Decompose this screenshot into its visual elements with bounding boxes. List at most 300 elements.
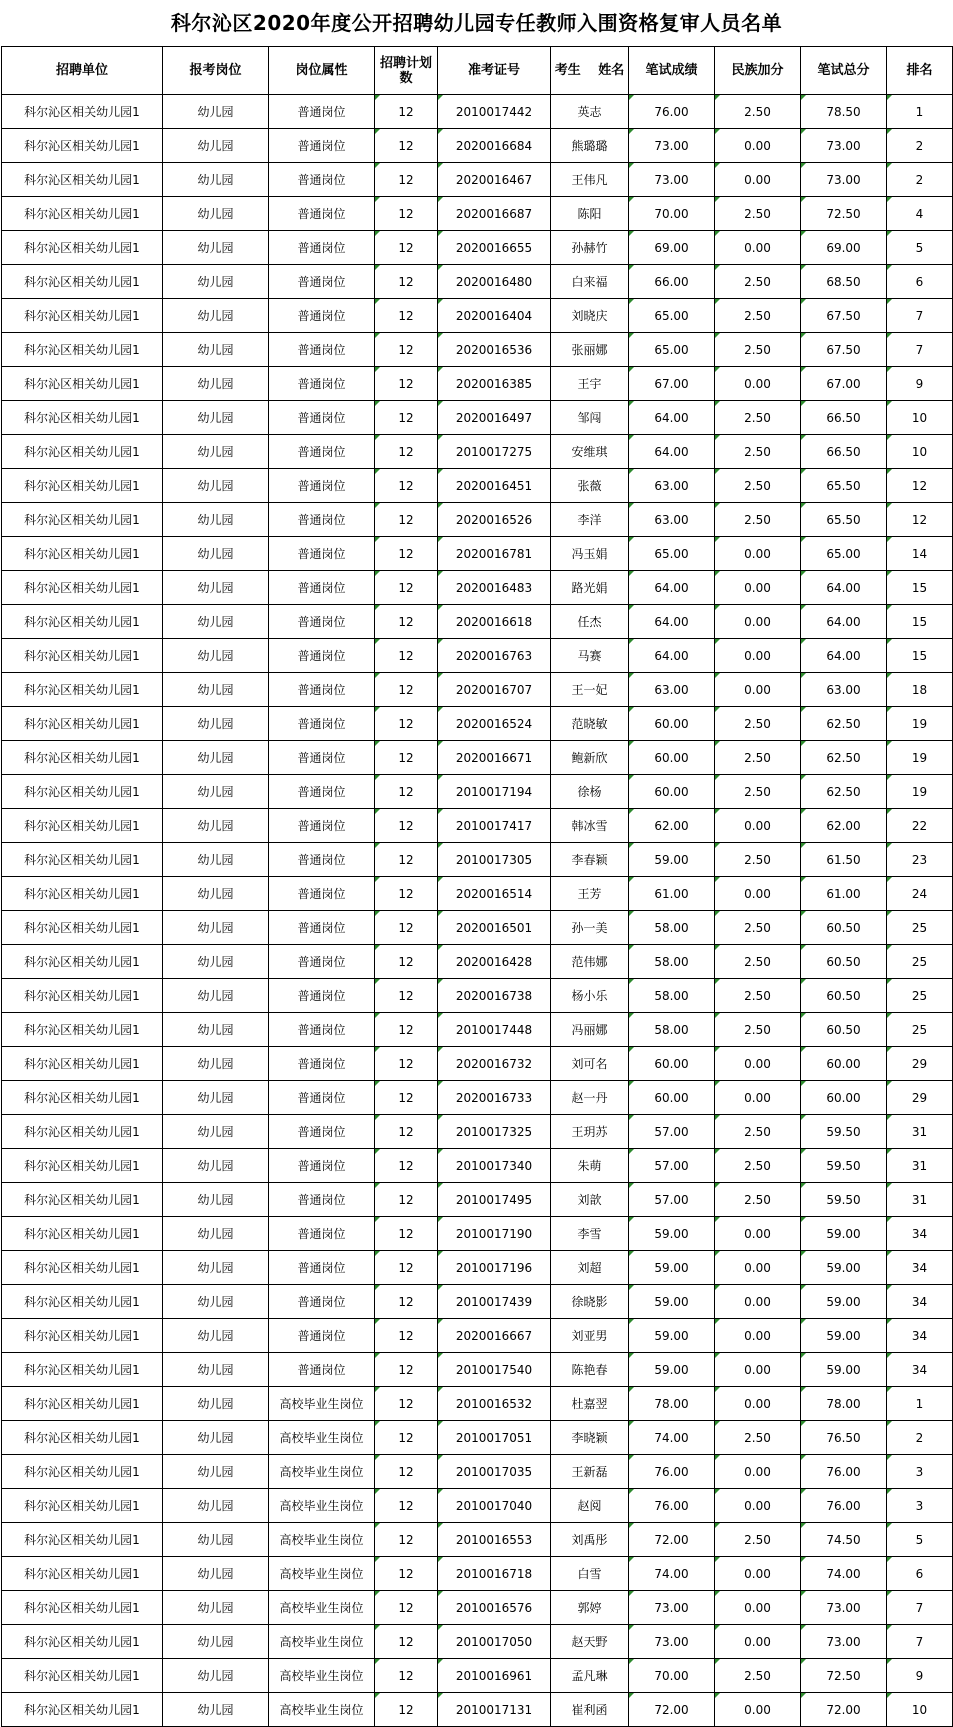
cell-exam-number: 2010016961 <box>438 1659 551 1693</box>
cell-ethnic-bonus: 2.50 <box>715 1523 801 1557</box>
cell-ethnic-bonus: 2.50 <box>715 265 801 299</box>
cell-name: 英志 <box>551 95 629 129</box>
cell-rank: 3 <box>887 1489 953 1523</box>
cell-rank: 23 <box>887 843 953 877</box>
cell-position: 幼儿园 <box>163 1013 269 1047</box>
cell-rank: 1 <box>887 95 953 129</box>
table-row <box>2 673 953 707</box>
cell-written-score: 57.00 <box>629 1115 715 1149</box>
cell-position: 幼儿园 <box>163 1183 269 1217</box>
cell-ethnic-bonus: 2.50 <box>715 945 801 979</box>
cell-plan-count: 12 <box>375 401 438 435</box>
cell-position: 幼儿园 <box>163 775 269 809</box>
cell-unit: 科尔沁区相关幼儿园1 <box>2 911 163 945</box>
cell-exam-number: 2020016524 <box>438 707 551 741</box>
cell-unit: 科尔沁区相关幼儿园1 <box>2 503 163 537</box>
cell-exam-number: 2010017442 <box>438 95 551 129</box>
table-row <box>2 775 953 809</box>
cell-unit: 科尔沁区相关幼儿园1 <box>2 1285 163 1319</box>
cell-name: 冯丽娜 <box>551 1013 629 1047</box>
cell-total-score: 59.50 <box>801 1115 887 1149</box>
cell-attribute: 普通岗位 <box>269 95 375 129</box>
cell-exam-number: 2020016501 <box>438 911 551 945</box>
cell-position: 幼儿园 <box>163 129 269 163</box>
cell-total-score: 61.00 <box>801 877 887 911</box>
cell-unit: 科尔沁区相关幼儿园1 <box>2 1557 163 1591</box>
cell-plan-count: 12 <box>375 775 438 809</box>
cell-exam-number: 2010016553 <box>438 1523 551 1557</box>
cell-rank: 2 <box>887 163 953 197</box>
cell-position: 幼儿园 <box>163 1251 269 1285</box>
cell-position: 幼儿园 <box>163 843 269 877</box>
cell-attribute: 普通岗位 <box>269 401 375 435</box>
cell-rank: 7 <box>887 1591 953 1625</box>
cell-exam-number: 2020016536 <box>438 333 551 367</box>
cell-ethnic-bonus: 0.00 <box>715 1387 801 1421</box>
cell-exam-number: 2010017050 <box>438 1625 551 1659</box>
cell-rank: 6 <box>887 1557 953 1591</box>
cell-written-score: 61.00 <box>629 877 715 911</box>
cell-ethnic-bonus: 2.50 <box>715 979 801 1013</box>
cell-plan-count: 12 <box>375 1421 438 1455</box>
table-row <box>2 435 953 469</box>
cell-unit: 科尔沁区相关幼儿园1 <box>2 707 163 741</box>
table-row <box>2 1659 953 1693</box>
cell-attribute: 普通岗位 <box>269 367 375 401</box>
cell-position: 幼儿园 <box>163 1387 269 1421</box>
cell-position: 幼儿园 <box>163 1149 269 1183</box>
cell-exam-number: 2010017540 <box>438 1353 551 1387</box>
table-row <box>2 1557 953 1591</box>
cell-exam-number: 2010017131 <box>438 1693 551 1727</box>
header-total-score: 笔试总分 <box>801 47 887 95</box>
cell-ethnic-bonus: 0.00 <box>715 1455 801 1489</box>
cell-unit: 科尔沁区相关幼儿园1 <box>2 1421 163 1455</box>
cell-position: 幼儿园 <box>163 1217 269 1251</box>
cell-total-score: 64.00 <box>801 571 887 605</box>
cell-total-score: 64.00 <box>801 639 887 673</box>
cell-name: 李晓颖 <box>551 1421 629 1455</box>
cell-written-score: 58.00 <box>629 911 715 945</box>
cell-ethnic-bonus: 0.00 <box>715 1557 801 1591</box>
cell-unit: 科尔沁区相关幼儿园1 <box>2 775 163 809</box>
cell-ethnic-bonus: 2.50 <box>715 741 801 775</box>
cell-unit: 科尔沁区相关幼儿园1 <box>2 1183 163 1217</box>
cell-unit: 科尔沁区相关幼儿园1 <box>2 1353 163 1387</box>
cell-rank: 34 <box>887 1217 953 1251</box>
cell-rank: 31 <box>887 1115 953 1149</box>
cell-exam-number: 2010016718 <box>438 1557 551 1591</box>
cell-total-score: 67.50 <box>801 299 887 333</box>
cell-rank: 14 <box>887 537 953 571</box>
cell-rank: 7 <box>887 333 953 367</box>
cell-attribute: 高校毕业生岗位 <box>269 1387 375 1421</box>
cell-rank: 29 <box>887 1047 953 1081</box>
cell-attribute: 普通岗位 <box>269 299 375 333</box>
cell-plan-count: 12 <box>375 1013 438 1047</box>
cell-rank: 2 <box>887 1421 953 1455</box>
cell-position: 幼儿园 <box>163 979 269 1013</box>
cell-unit: 科尔沁区相关幼儿园1 <box>2 1625 163 1659</box>
cell-ethnic-bonus: 2.50 <box>715 707 801 741</box>
cell-attribute: 普通岗位 <box>269 503 375 537</box>
cell-position: 幼儿园 <box>163 1081 269 1115</box>
cell-written-score: 59.00 <box>629 1353 715 1387</box>
cell-attribute: 普通岗位 <box>269 1013 375 1047</box>
cell-attribute: 普通岗位 <box>269 1353 375 1387</box>
cell-position: 幼儿园 <box>163 265 269 299</box>
cell-total-score: 67.50 <box>801 333 887 367</box>
table-row <box>2 1115 953 1149</box>
cell-name: 郭婷 <box>551 1591 629 1625</box>
cell-name: 张薇 <box>551 469 629 503</box>
cell-position: 幼儿园 <box>163 741 269 775</box>
cell-unit: 科尔沁区相关幼儿园1 <box>2 809 163 843</box>
cell-position: 幼儿园 <box>163 911 269 945</box>
cell-unit: 科尔沁区相关幼儿园1 <box>2 299 163 333</box>
table-row <box>2 605 953 639</box>
cell-total-score: 74.00 <box>801 1557 887 1591</box>
cell-ethnic-bonus: 0.00 <box>715 1353 801 1387</box>
cell-rank: 34 <box>887 1285 953 1319</box>
header-written-score: 笔试成绩 <box>629 47 715 95</box>
cell-position: 幼儿园 <box>163 469 269 503</box>
cell-plan-count: 12 <box>375 1455 438 1489</box>
cell-plan-count: 12 <box>375 367 438 401</box>
cell-name: 徐晓影 <box>551 1285 629 1319</box>
cell-rank: 34 <box>887 1353 953 1387</box>
cell-rank: 12 <box>887 503 953 537</box>
cell-rank: 34 <box>887 1251 953 1285</box>
cell-ethnic-bonus: 0.00 <box>715 231 801 265</box>
cell-ethnic-bonus: 2.50 <box>715 1149 801 1183</box>
cell-plan-count: 12 <box>375 435 438 469</box>
cell-ethnic-bonus: 2.50 <box>715 469 801 503</box>
cell-written-score: 59.00 <box>629 1251 715 1285</box>
table-row <box>2 129 953 163</box>
cell-rank: 10 <box>887 401 953 435</box>
table-row <box>2 571 953 605</box>
cell-written-score: 78.00 <box>629 1387 715 1421</box>
cell-position: 幼儿园 <box>163 1659 269 1693</box>
cell-total-score: 66.50 <box>801 401 887 435</box>
cell-written-score: 59.00 <box>629 1285 715 1319</box>
cell-attribute: 高校毕业生岗位 <box>269 1421 375 1455</box>
cell-rank: 18 <box>887 673 953 707</box>
cell-name: 张丽娜 <box>551 333 629 367</box>
cell-exam-number: 2010017448 <box>438 1013 551 1047</box>
table-row <box>2 639 953 673</box>
cell-position: 幼儿园 <box>163 1557 269 1591</box>
cell-name: 王一妃 <box>551 673 629 707</box>
cell-total-score: 60.00 <box>801 1081 887 1115</box>
cell-plan-count: 12 <box>375 741 438 775</box>
cell-position: 幼儿园 <box>163 333 269 367</box>
cell-attribute: 普通岗位 <box>269 809 375 843</box>
table-row <box>2 809 953 843</box>
cell-exam-number: 2010017417 <box>438 809 551 843</box>
cell-name: 杨小乐 <box>551 979 629 1013</box>
cell-position: 幼儿园 <box>163 1047 269 1081</box>
cell-exam-number: 2010017035 <box>438 1455 551 1489</box>
cell-unit: 科尔沁区相关幼儿园1 <box>2 639 163 673</box>
cell-attribute: 普通岗位 <box>269 911 375 945</box>
cell-unit: 科尔沁区相关幼儿园1 <box>2 1489 163 1523</box>
cell-ethnic-bonus: 0.00 <box>715 537 801 571</box>
cell-total-score: 72.00 <box>801 1693 887 1727</box>
cell-written-score: 63.00 <box>629 503 715 537</box>
cell-exam-number: 2020016618 <box>438 605 551 639</box>
cell-name: 崔利函 <box>551 1693 629 1727</box>
cell-name: 李洋 <box>551 503 629 537</box>
cell-position: 幼儿园 <box>163 877 269 911</box>
cell-unit: 科尔沁区相关幼儿园1 <box>2 537 163 571</box>
cell-position: 幼儿园 <box>163 673 269 707</box>
cell-ethnic-bonus: 0.00 <box>715 1625 801 1659</box>
cell-unit: 科尔沁区相关幼儿园1 <box>2 231 163 265</box>
cell-exam-number: 2010017051 <box>438 1421 551 1455</box>
cell-ethnic-bonus: 2.50 <box>715 401 801 435</box>
cell-attribute: 普通岗位 <box>269 639 375 673</box>
cell-position: 幼儿园 <box>163 1285 269 1319</box>
cell-rank: 24 <box>887 877 953 911</box>
cell-written-score: 69.00 <box>629 231 715 265</box>
cell-ethnic-bonus: 0.00 <box>715 809 801 843</box>
cell-rank: 25 <box>887 1013 953 1047</box>
cell-ethnic-bonus: 0.00 <box>715 1047 801 1081</box>
table-row <box>2 469 953 503</box>
cell-name: 邹闯 <box>551 401 629 435</box>
cell-position: 幼儿园 <box>163 1625 269 1659</box>
cell-name: 刘禹彤 <box>551 1523 629 1557</box>
cell-attribute: 普通岗位 <box>269 945 375 979</box>
cell-plan-count: 12 <box>375 1251 438 1285</box>
cell-rank: 31 <box>887 1183 953 1217</box>
cell-attribute: 普通岗位 <box>269 605 375 639</box>
cell-written-score: 64.00 <box>629 639 715 673</box>
cell-ethnic-bonus: 2.50 <box>715 1659 801 1693</box>
cell-exam-number: 2010017194 <box>438 775 551 809</box>
cell-total-score: 59.00 <box>801 1353 887 1387</box>
table-row <box>2 537 953 571</box>
table-row <box>2 1353 953 1387</box>
cell-position: 幼儿园 <box>163 401 269 435</box>
cell-exam-number: 2020016467 <box>438 163 551 197</box>
table-row <box>2 401 953 435</box>
cell-written-score: 58.00 <box>629 979 715 1013</box>
cell-unit: 科尔沁区相关幼儿园1 <box>2 1523 163 1557</box>
cell-exam-number: 2010017190 <box>438 1217 551 1251</box>
table-row <box>2 367 953 401</box>
cell-attribute: 普通岗位 <box>269 1319 375 1353</box>
cell-position: 幼儿园 <box>163 95 269 129</box>
cell-attribute: 普通岗位 <box>269 265 375 299</box>
cell-name: 王新磊 <box>551 1455 629 1489</box>
cell-total-score: 73.00 <box>801 1591 887 1625</box>
cell-unit: 科尔沁区相关幼儿园1 <box>2 1047 163 1081</box>
table-row <box>2 1285 953 1319</box>
page-title: 科尔沁区2020年度公开招聘幼儿园专任教师入围资格复审人员名单 <box>170 11 783 35</box>
table-row <box>2 945 953 979</box>
cell-rank: 6 <box>887 265 953 299</box>
table-row <box>2 1319 953 1353</box>
cell-exam-number: 2020016451 <box>438 469 551 503</box>
cell-name: 孟凡琳 <box>551 1659 629 1693</box>
cell-attribute: 普通岗位 <box>269 843 375 877</box>
cell-name: 白雪 <box>551 1557 629 1591</box>
cell-name: 朱萌 <box>551 1149 629 1183</box>
cell-name: 马赛 <box>551 639 629 673</box>
cell-plan-count: 12 <box>375 1489 438 1523</box>
cell-attribute: 普通岗位 <box>269 163 375 197</box>
cell-written-score: 73.00 <box>629 1625 715 1659</box>
table-row <box>2 503 953 537</box>
cell-exam-number: 2010016576 <box>438 1591 551 1625</box>
cell-ethnic-bonus: 2.50 <box>715 503 801 537</box>
cell-ethnic-bonus: 0.00 <box>715 605 801 639</box>
cell-exam-number: 2010016532 <box>438 1387 551 1421</box>
cell-exam-number: 2010017040 <box>438 1489 551 1523</box>
cell-rank: 2 <box>887 129 953 163</box>
cell-total-score: 73.00 <box>801 163 887 197</box>
cell-rank: 9 <box>887 367 953 401</box>
cell-written-score: 58.00 <box>629 945 715 979</box>
cell-ethnic-bonus: 2.50 <box>715 435 801 469</box>
cell-ethnic-bonus: 0.00 <box>715 673 801 707</box>
cell-ethnic-bonus: 0.00 <box>715 367 801 401</box>
cell-total-score: 62.50 <box>801 707 887 741</box>
cell-rank: 1 <box>887 1387 953 1421</box>
table-row <box>2 1523 953 1557</box>
table-row <box>2 333 953 367</box>
cell-attribute: 高校毕业生岗位 <box>269 1523 375 1557</box>
cell-exam-number: 2020016732 <box>438 1047 551 1081</box>
cell-unit: 科尔沁区相关幼儿园1 <box>2 1693 163 1727</box>
cell-written-score: 62.00 <box>629 809 715 843</box>
cell-written-score: 63.00 <box>629 469 715 503</box>
cell-ethnic-bonus: 0.00 <box>715 877 801 911</box>
cell-written-score: 59.00 <box>629 1319 715 1353</box>
table-row <box>2 1149 953 1183</box>
cell-ethnic-bonus: 2.50 <box>715 1183 801 1217</box>
cell-attribute: 普通岗位 <box>269 571 375 605</box>
header-exam-number: 准考证号 <box>438 47 551 95</box>
cell-rank: 31 <box>887 1149 953 1183</box>
cell-ethnic-bonus: 0.00 <box>715 1251 801 1285</box>
cell-rank: 9 <box>887 1659 953 1693</box>
cell-unit: 科尔沁区相关幼儿园1 <box>2 843 163 877</box>
cell-rank: 7 <box>887 299 953 333</box>
cell-total-score: 68.50 <box>801 265 887 299</box>
cell-plan-count: 12 <box>375 605 438 639</box>
cell-attribute: 普通岗位 <box>269 537 375 571</box>
cell-position: 幼儿园 <box>163 1693 269 1727</box>
cell-attribute: 普通岗位 <box>269 197 375 231</box>
cell-plan-count: 12 <box>375 1285 438 1319</box>
cell-unit: 科尔沁区相关幼儿园1 <box>2 129 163 163</box>
cell-written-score: 60.00 <box>629 707 715 741</box>
cell-attribute: 普通岗位 <box>269 1149 375 1183</box>
cell-name: 赵阅 <box>551 1489 629 1523</box>
cell-exam-number: 2020016526 <box>438 503 551 537</box>
cell-position: 幼儿园 <box>163 367 269 401</box>
cell-plan-count: 12 <box>375 1557 438 1591</box>
cell-ethnic-bonus: 2.50 <box>715 333 801 367</box>
cell-total-score: 62.00 <box>801 809 887 843</box>
cell-name: 路光娟 <box>551 571 629 605</box>
cell-ethnic-bonus: 2.50 <box>715 775 801 809</box>
cell-unit: 科尔沁区相关幼儿园1 <box>2 571 163 605</box>
cell-plan-count: 12 <box>375 129 438 163</box>
cell-attribute: 高校毕业生岗位 <box>269 1591 375 1625</box>
cell-position: 幼儿园 <box>163 639 269 673</box>
cell-plan-count: 12 <box>375 197 438 231</box>
table-row <box>2 1183 953 1217</box>
cell-written-score: 70.00 <box>629 1659 715 1693</box>
cell-written-score: 76.00 <box>629 95 715 129</box>
table-row <box>2 877 953 911</box>
cell-plan-count: 12 <box>375 265 438 299</box>
cell-name: 熊璐璐 <box>551 129 629 163</box>
cell-written-score: 76.00 <box>629 1455 715 1489</box>
cell-plan-count: 12 <box>375 231 438 265</box>
cell-written-score: 59.00 <box>629 1217 715 1251</box>
cell-name: 王玥苏 <box>551 1115 629 1149</box>
cell-plan-count: 12 <box>375 1047 438 1081</box>
cell-unit: 科尔沁区相关幼儿园1 <box>2 1149 163 1183</box>
cell-ethnic-bonus: 2.50 <box>715 197 801 231</box>
cell-total-score: 64.00 <box>801 605 887 639</box>
cell-exam-number: 2020016655 <box>438 231 551 265</box>
cell-unit: 科尔沁区相关幼儿园1 <box>2 1319 163 1353</box>
cell-total-score: 60.50 <box>801 945 887 979</box>
cell-written-score: 64.00 <box>629 571 715 605</box>
cell-attribute: 高校毕业生岗位 <box>269 1659 375 1693</box>
header-ethnic-bonus: 民族加分 <box>715 47 801 95</box>
table-row <box>2 197 953 231</box>
table-row <box>2 1625 953 1659</box>
cell-position: 幼儿园 <box>163 163 269 197</box>
cell-name: 赵一丹 <box>551 1081 629 1115</box>
table-row <box>2 707 953 741</box>
cell-unit: 科尔沁区相关幼儿园1 <box>2 469 163 503</box>
cell-attribute: 高校毕业生岗位 <box>269 1625 375 1659</box>
cell-unit: 科尔沁区相关幼儿园1 <box>2 367 163 401</box>
cell-plan-count: 12 <box>375 1659 438 1693</box>
cell-exam-number: 2020016514 <box>438 877 551 911</box>
cell-exam-number: 2010017325 <box>438 1115 551 1149</box>
cell-plan-count: 12 <box>375 979 438 1013</box>
cell-name: 范伟娜 <box>551 945 629 979</box>
cell-rank: 15 <box>887 571 953 605</box>
cell-total-score: 61.50 <box>801 843 887 877</box>
cell-written-score: 67.00 <box>629 367 715 401</box>
cell-name: 范晓敏 <box>551 707 629 741</box>
cell-plan-count: 12 <box>375 1591 438 1625</box>
cell-unit: 科尔沁区相关幼儿园1 <box>2 1659 163 1693</box>
cell-ethnic-bonus: 0.00 <box>715 163 801 197</box>
cell-written-score: 64.00 <box>629 435 715 469</box>
cell-unit: 科尔沁区相关幼儿园1 <box>2 1013 163 1047</box>
cell-name: 孙一美 <box>551 911 629 945</box>
cell-plan-count: 12 <box>375 639 438 673</box>
table-row <box>2 163 953 197</box>
cell-name: 孙赫竹 <box>551 231 629 265</box>
header-rank: 排名 <box>887 47 953 95</box>
cell-rank: 29 <box>887 1081 953 1115</box>
cell-total-score: 60.50 <box>801 1013 887 1047</box>
cell-exam-number: 2010017439 <box>438 1285 551 1319</box>
